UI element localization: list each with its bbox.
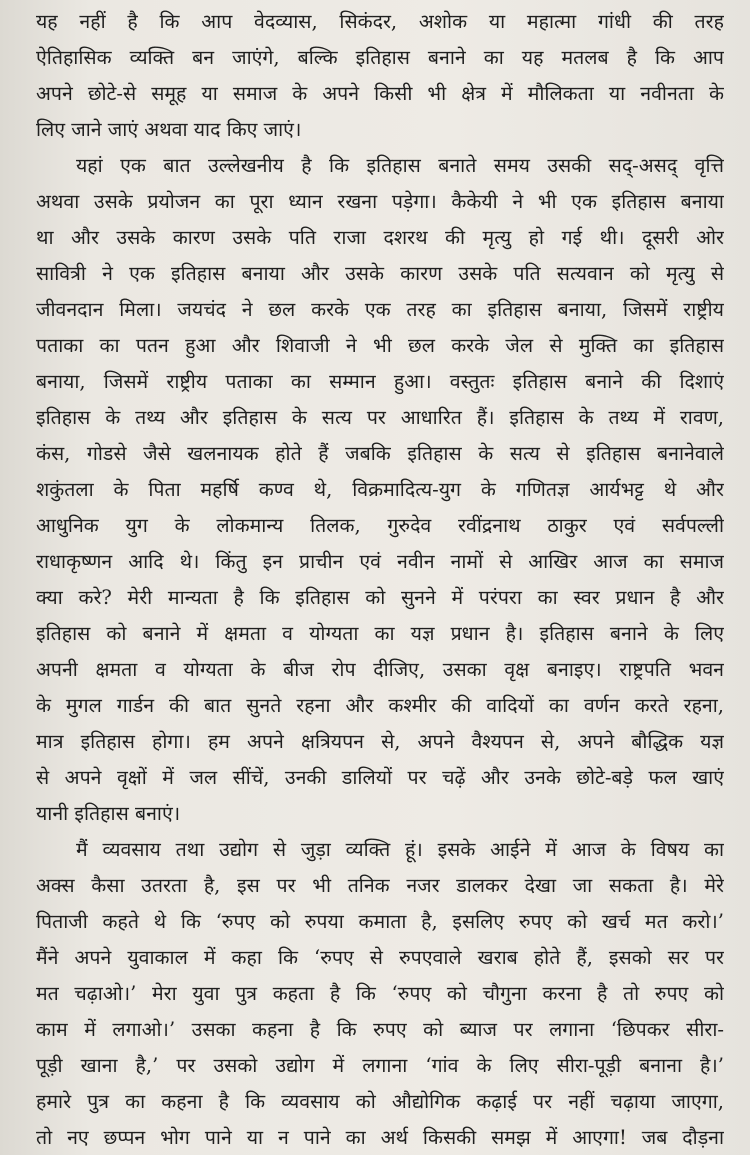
text-line: लिए जाने जाएं अथवा याद किए जाएं। bbox=[36, 118, 302, 141]
text-line: आधुनिक युग के लोकमान्य तिलक, गुरुदेव रवींद्रनाथ ठाकुर एवं सर्वपल्ली bbox=[36, 514, 724, 537]
text-line: मैंने अपने युवाकाल में कहा कि ‘रुपए से रुपएवाले खराब होते हैं, इसको सर पर bbox=[36, 946, 724, 969]
text-line: अपने छोटे-से समूह या समाज के अपने किसी भी क्षेत्र में मौलिकता या नवीनता के bbox=[36, 82, 724, 105]
text-line: राधाकृष्णन आदि थे। किंतु इन प्राचीन एवं नवीन नामों से आखिर आज का समाज bbox=[36, 550, 724, 573]
text-line: के मुगल गार्डन की बात सुनते रहना और कश्मीर की वादियों का वर्णन करते रहना, bbox=[36, 694, 724, 717]
text-line: क्या करे? मेरी मान्यता है कि इतिहास को सुनने में परंपरा का स्वर प्रधान है और bbox=[36, 586, 724, 609]
text-line: मत चढ़ाओ।’ मेरा युवा पुत्र कहता है कि ‘रुपए को चौगुना करना है तो रुपए को bbox=[36, 982, 724, 1005]
text-line: शकुंतला के पिता महर्षि कण्व थे, विक्रमादित्य-युग के गणितज्ञ आर्यभट्ट थे और bbox=[36, 478, 724, 501]
text-line: यानी इतिहास बनाएं। bbox=[36, 802, 181, 825]
text-line: काम में लगाओ।’ उसका कहना है कि रुपए को ब्याज पर लगाना ‘छिपकर सीरा- bbox=[36, 1018, 724, 1041]
text-line: पताका का पतन हुआ और शिवाजी ने भी छल करके जेल से मुक्ति का इतिहास bbox=[36, 334, 724, 357]
text-line: अक्स कैसा उतरता है, इस पर भी तनिक नजर डालकर देखा जा सकता है। मेरे bbox=[36, 874, 724, 897]
text-line: इतिहास के तथ्य और इतिहास के सत्य पर आधारित हैं। इतिहास के तथ्य में रावण, bbox=[36, 406, 724, 429]
text-line: से अपने वृक्षों में जल सींचें, उनकी डालियों पर चढ़ें और उनके छोटे-बड़े फल खाएं bbox=[36, 766, 724, 789]
paragraph-3 bbox=[36, 832, 724, 1155]
text-line: जीवनदान मिला। जयचंद ने छल करके एक तरह का इतिहास बनाया, जिसमें राष्ट्रीय bbox=[36, 298, 724, 321]
text-line: था और उसके कारण उसके पति राजा दशरथ की मृत्यु हो गई थी। दूसरी ओर bbox=[36, 226, 724, 249]
text-line: यह नहीं है कि आप वेदव्यास, सिकंदर, अशोक या महात्मा गांधी की तरह bbox=[36, 10, 724, 33]
text-line: पिताजी कहते थे कि ‘रुपए को रुपया कमाता है, इसलिए रुपए को खर्च मत करो।’ bbox=[36, 910, 724, 933]
text-line: ऐतिहासिक व्यक्ति बन जाएंगे, बल्कि इतिहास बनाने का यह मतलब है कि आप bbox=[36, 46, 724, 69]
text-line: मात्र इतिहास होगा। हम अपने क्षत्रियपन से, अपने वैश्यपन से, अपने बौद्धिक यज्ञ bbox=[36, 730, 724, 753]
text-line: अथवा उसके प्रयोजन का पूरा ध्यान रखना पड़ेगा। कैकेयी ने भी एक इतिहास बनाया bbox=[36, 190, 724, 213]
text-line: सावित्री ने एक इतिहास बनाया और उसके कारण उसके पति सत्यवान को मृत्यु से bbox=[36, 262, 724, 285]
text-line: मैं व्यवसाय तथा उद्योग से जुड़ा व्यक्ति हूं। इसके आईने में आज के विषय का bbox=[76, 838, 724, 861]
text-line: तो नए छप्पन भोग पाने या न पाने का अर्थ किसकी समझ में आएगा! जब दौड़ना bbox=[36, 1126, 724, 1149]
text-line: कंस, गोडसे जैसे खलनायक होते हैं जबकि इतिहास के सत्य से इतिहास बनानेवाले bbox=[36, 442, 724, 465]
text-line: इतिहास को बनाने में क्षमता व योग्यता का यज्ञ प्रधान है। इतिहास बनाने के लिए bbox=[36, 622, 724, 645]
text-line: यहां एक बात उल्लेखनीय है कि इतिहास बनाते समय उसकी सद्-असद् वृत्ति bbox=[76, 154, 724, 177]
text-line: हमारे पुत्र का कहना है कि व्यवसाय को औद्योगिक कढ़ाई पर नहीं चढ़ाया जाएगा, bbox=[36, 1090, 724, 1113]
paragraph-1 bbox=[36, 4, 724, 148]
text-line: अपनी क्षमता व योग्यता के बीज रोप दीजिए, उसका वृक्ष बनाइए। राष्ट्रपति भवन bbox=[36, 658, 724, 681]
text-line: पूड़ी खाना है,’ पर उसको उद्योग में लगाना ‘गांव के लिए सीरा-पूड़ी बनाना है।’ bbox=[36, 1054, 724, 1077]
paragraph-2 bbox=[36, 148, 724, 832]
text-line: बनाया, जिसमें राष्ट्रीय पताका का सम्मान हुआ। वस्तुतः इतिहास बनाने की दिशाएं bbox=[36, 370, 724, 393]
